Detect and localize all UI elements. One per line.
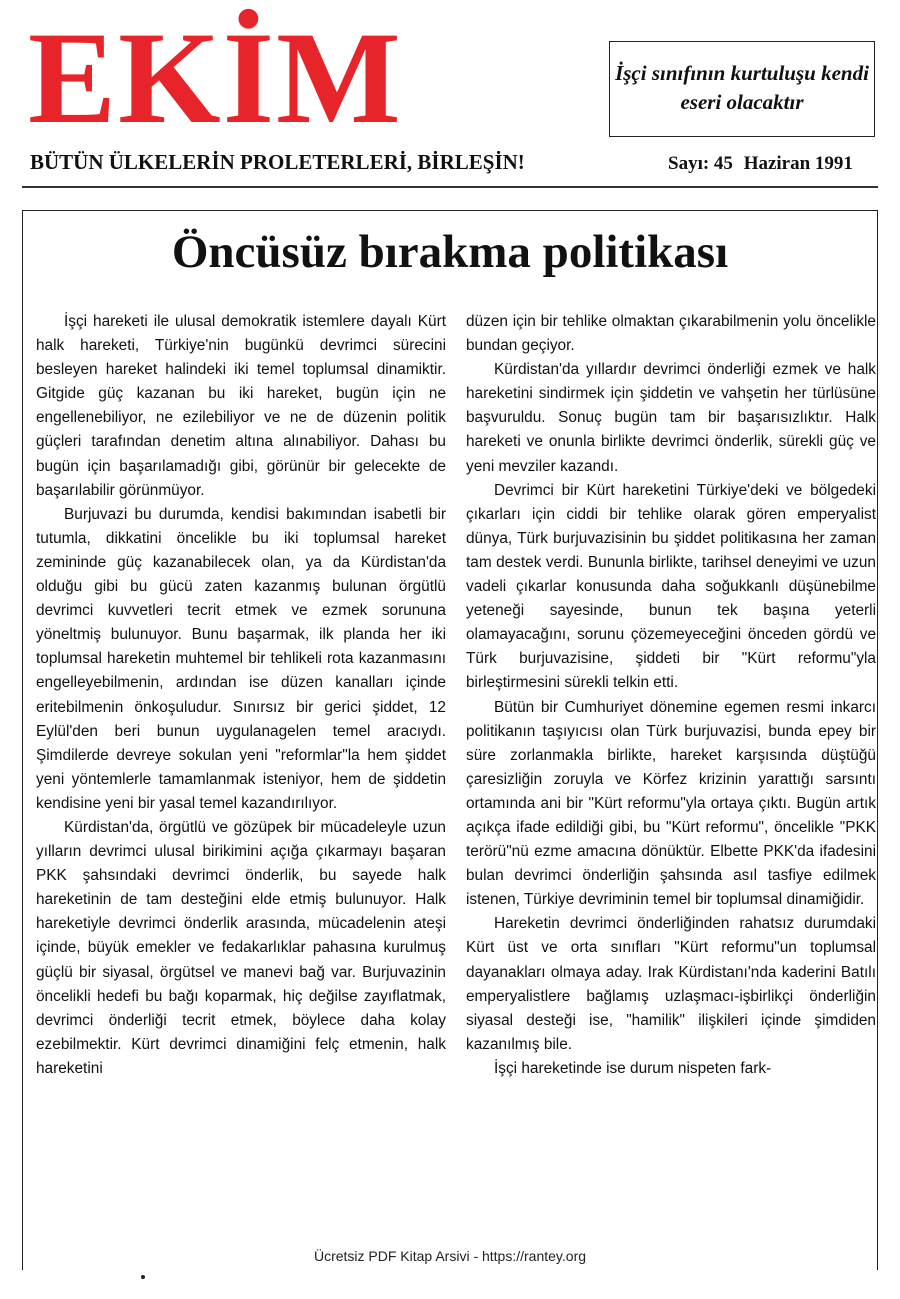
paragraph: Devrimci bir Kürt hareketini Türkiye'deki ve bölgedeki çıkarları için ciddi bir tehlike olarak gören emperyalist dünya, Türk burjuvazisinin bu şiddet politikasına her zaman tam destek verdi. Bununla birlikte, tarihsel deneyimi ve uzun vadeli çıkarlar konusunda daha soğukkanlı düşünebilme yeteneği sayesinde, bunun tek başına yeterli olamayacağını, sorunu çözemeyeceğini önceden gördü ve Türk burjuvazisine, şiddeti bir "Kürt reformu"yla birleştirmesini sürekli telkin etti.: [466, 481, 876, 692]
issue-info: [668, 153, 859, 175]
paragraph: Kürdistan'da yıllardır devrimci önderliği ezmek ve halk hareketini sindirmek için şiddetin ve vahşetin her türlüsüne başvuruldu. Sonuç bugün tam bir başarısızlıktır. Halk hareketi ve onunla birlikte devrimci önderlik, sürekli güç ve yeni mevziler kazandı.: [466, 361, 876, 475]
paragraph: Hareketin devrimci önderliğinden rahatsız durumdaki Kürt üst ve orta sınıfları "Kürt reformu"un toplumsal dayanakları olmaya aday. Irak Kürdistanı'nda kaderini Batılı emperyalistlere bağlamış uzlaşmacı-işbirlikçi önderliğin siyasal desteği ise, "hamilik" ilişkileri içinde şimdiden kazanılmış bile.: [466, 915, 876, 1053]
stray-dot: [141, 1275, 145, 1279]
header-rule: [22, 186, 878, 188]
issue-number: Sayı: 45: [668, 153, 733, 174]
paragraph: İşçi hareketi ile ulusal demokratik istemlere dayalı Kürt halk hareketi, Türkiye'nin bugünkü devrimci sürecini besleyen hareket halindeki iki temel toplumsal dinamiktir. Gitgide güç kazanan bu iki hareket, bugün için ne engellenebiliyor, ne ezilebiliyor ve ne de düzenin politik güçleri tarafından denetim altına alınabiliyor. Dahası bu bugün için başarılamadığı gibi, görünür bir gelecekte de başarılabilir görünmüyor.: [36, 313, 446, 499]
masthead-logo: EKİM: [28, 4, 403, 151]
article-title: Öncüsüz bırakma politikası: [171, 226, 729, 278]
paragraph: Kürdistan'da, örgütlü ve gözüpek bir mücadeleyle uzun yılların devrimci ulusal birikimini açığa çıkarmayı başaran PKK şahsındaki devrimci önderlik, bu sayede halk hareketinin de tam desteğini elde etmiş bulunuyor. Halk hareketiyle devrimci önderlik arasında, mücadelenin ateşi içinde, büyük emekler ve fedakarlıklar pahasına kurulmuş güçlü bir siyasal, örgütsel ve manevi bağ var. Burjuvazinin öncelikli hedefi bu bağı koparmak, hiç değilse zayıflatmak, devrimci önderliği tecrit etmek, böylece daha kolay ezebilmektir. Kürt devrimci dinamiğini felç etmenin, halk hareketini: [36, 818, 446, 1077]
paragraph: İşçi hareketinde ise durum nispeten fark-: [494, 1059, 772, 1077]
paragraph: düzen için bir tehlike olmaktan çıkarabilmenin yolu öncelikle bundan geçiyor.: [466, 313, 876, 355]
issue-date: Haziran 1991: [743, 153, 853, 174]
article-column-left: [36, 310, 446, 1081]
paragraph: Burjuvazi bu durumda, kendisi bakımından isabetli bir tutumla, dikkatini öncelikle bu iki toplumsal hareket zemininde güç kazanabilecek olan, ya da Kürdistan'da olduğu gibi bu gücü zaten kazanmış bulunan örgütlü devrimci kuvvetleri tecrit etmek ve ezmek sorununa yöneltmiş bulunuyor. Bunu başarmak, ilk planda her iki toplumsal hareketin muhtemel bir tehlikeli rota kazanmasını engelleyebilmenin, ardından ise düzen kanalları içinde eritebilmenin önkoşuludur. Sınırsız bir gerici şiddet, 12 Eylül'den beri bunun uygulanagelen temel aracıydı. Şimdilerde devreye sokulan yeni "reformlar"la hem şiddet yeni yöntemlerle tamamlanmak isteniyor, hem de şiddetin kendisine yeni bir yasal temel kazandırılıyor.: [36, 505, 446, 812]
slogan-box: İşçi sınıfının kurtuluşu kendi eseri olacaktır: [609, 41, 875, 137]
masthead-motto: BÜTÜN ÜLKELERİN PROLETERLERİ, BİRLEŞİN!: [30, 150, 525, 174]
footer-link[interactable]: Ücretsiz PDF Kitap Arsivi - https://rantey.org: [313, 1248, 587, 1264]
article-column-right: [466, 310, 876, 1081]
paragraph: Bütün bir Cumhuriyet dönemine egemen resmi inkarcı politikanın taşıyıcısı olan Türk burjuvazisi, bunda epey bir süre zorlanmakla birlikte, hareket karşısında düştüğü çaresizliğin zoruyla ve Körfez krizinin yarattığı sarsıntı ortamında ani bir "Kürt reformu"yla ortaya çıktı. Bugün artık açıkça ifade edildiği gibi, bu "Kürt reformu", öncelikle "PKK terörü"nü ezme amacına dönüktür. Elbette PKK'da ifadesini bulan devrimci önderliğin şahsında asıl tasfiye edilmek istenen, Türkiye devriminin temel bir toplumsal dinamiğidir.: [466, 698, 876, 909]
